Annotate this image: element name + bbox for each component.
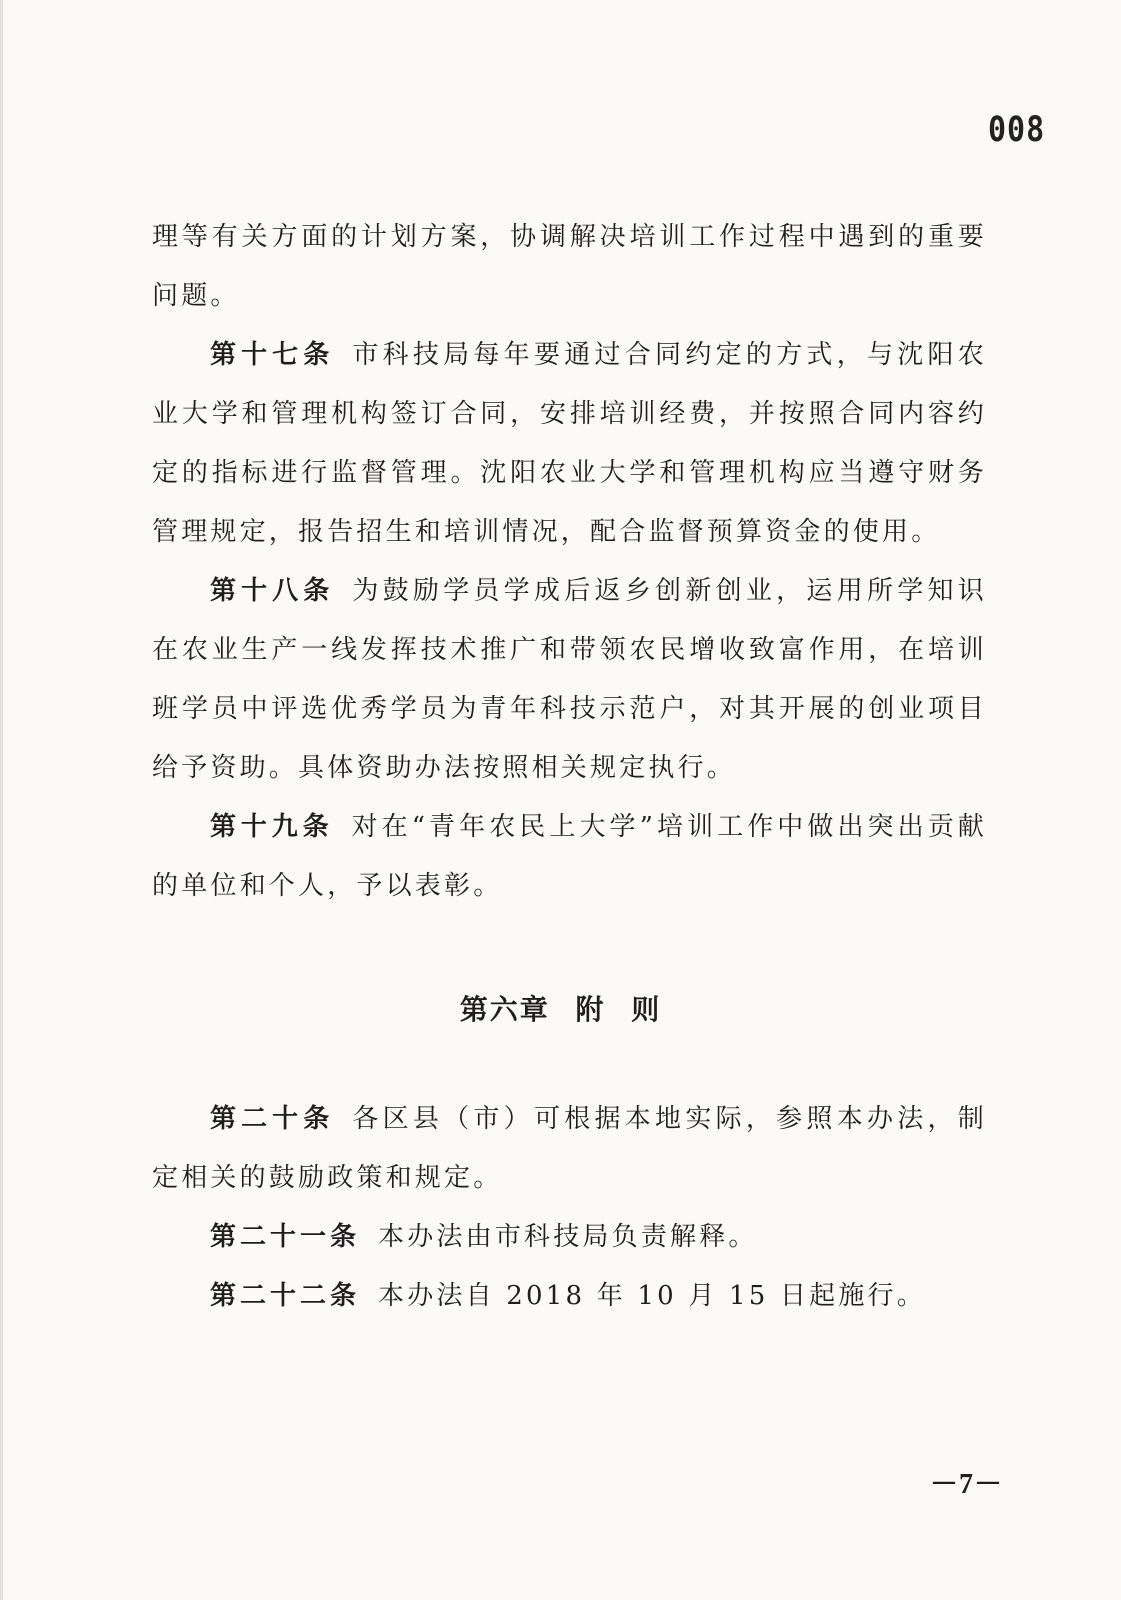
document-body-bottom [152,1090,987,1326]
article-number: 第二十二条 [210,1281,361,1311]
article-number: 第十九条 [210,812,334,842]
article-number: 第二十一条 [210,1222,361,1252]
article-text: 本办法自 2018 年 10 月 15 日起施行。 [378,1281,926,1311]
article-22 [152,1267,987,1326]
article-19 [152,798,987,916]
article-text: 本办法由市科技局负责解释。 [378,1222,758,1252]
article-18 [152,562,987,798]
article-text: 市科技局每年要通过合同约定的方式，与沈阳农业大学和管理机构签订合同，安排培训经费，并按照合同内容约定的指标进行监督管理。沈阳农业大学和管理机构应当遵守财务管理规定，报告招生和培训情况，配合监督预算资金的使用。 [152,340,987,547]
article-number: 第十七条 [210,340,335,370]
article-number: 第二十条 [210,1104,335,1134]
article-text: 各区县（市）可根据本地实际，参照本办法，制定相关的鼓励政策和规定。 [152,1104,987,1193]
article-text: 对在“青年农民上大学”培训工作中做出突出贡献的单位和个人，予以表彰。 [152,812,987,901]
article-number: 第十八条 [210,576,335,606]
page-number: －7－ [930,1469,1004,1500]
page-stamp-number: 008 [988,110,1046,151]
article-text: 为鼓励学员学成后返乡创新创业，运用所学知识在农业生产一线发挥技术推广和带领农民增收致富作用，在培训班学员中评选优秀学员为青年科技示范户，对其开展的创业项目给予资助。具体资助办法按照相关规定执行。 [152,576,987,783]
paragraph-text: 理等有关方面的计划方案，协调解决培训工作过程中遇到的重要问题。 [152,222,987,311]
chapter-heading: 第六章 附 则 [459,993,662,1026]
paragraph-continuation [152,208,987,326]
article-21 [152,1208,987,1267]
scan-edge [0,0,3,1600]
document-body-top [152,208,987,916]
article-20 [152,1090,987,1208]
article-17 [152,326,987,562]
